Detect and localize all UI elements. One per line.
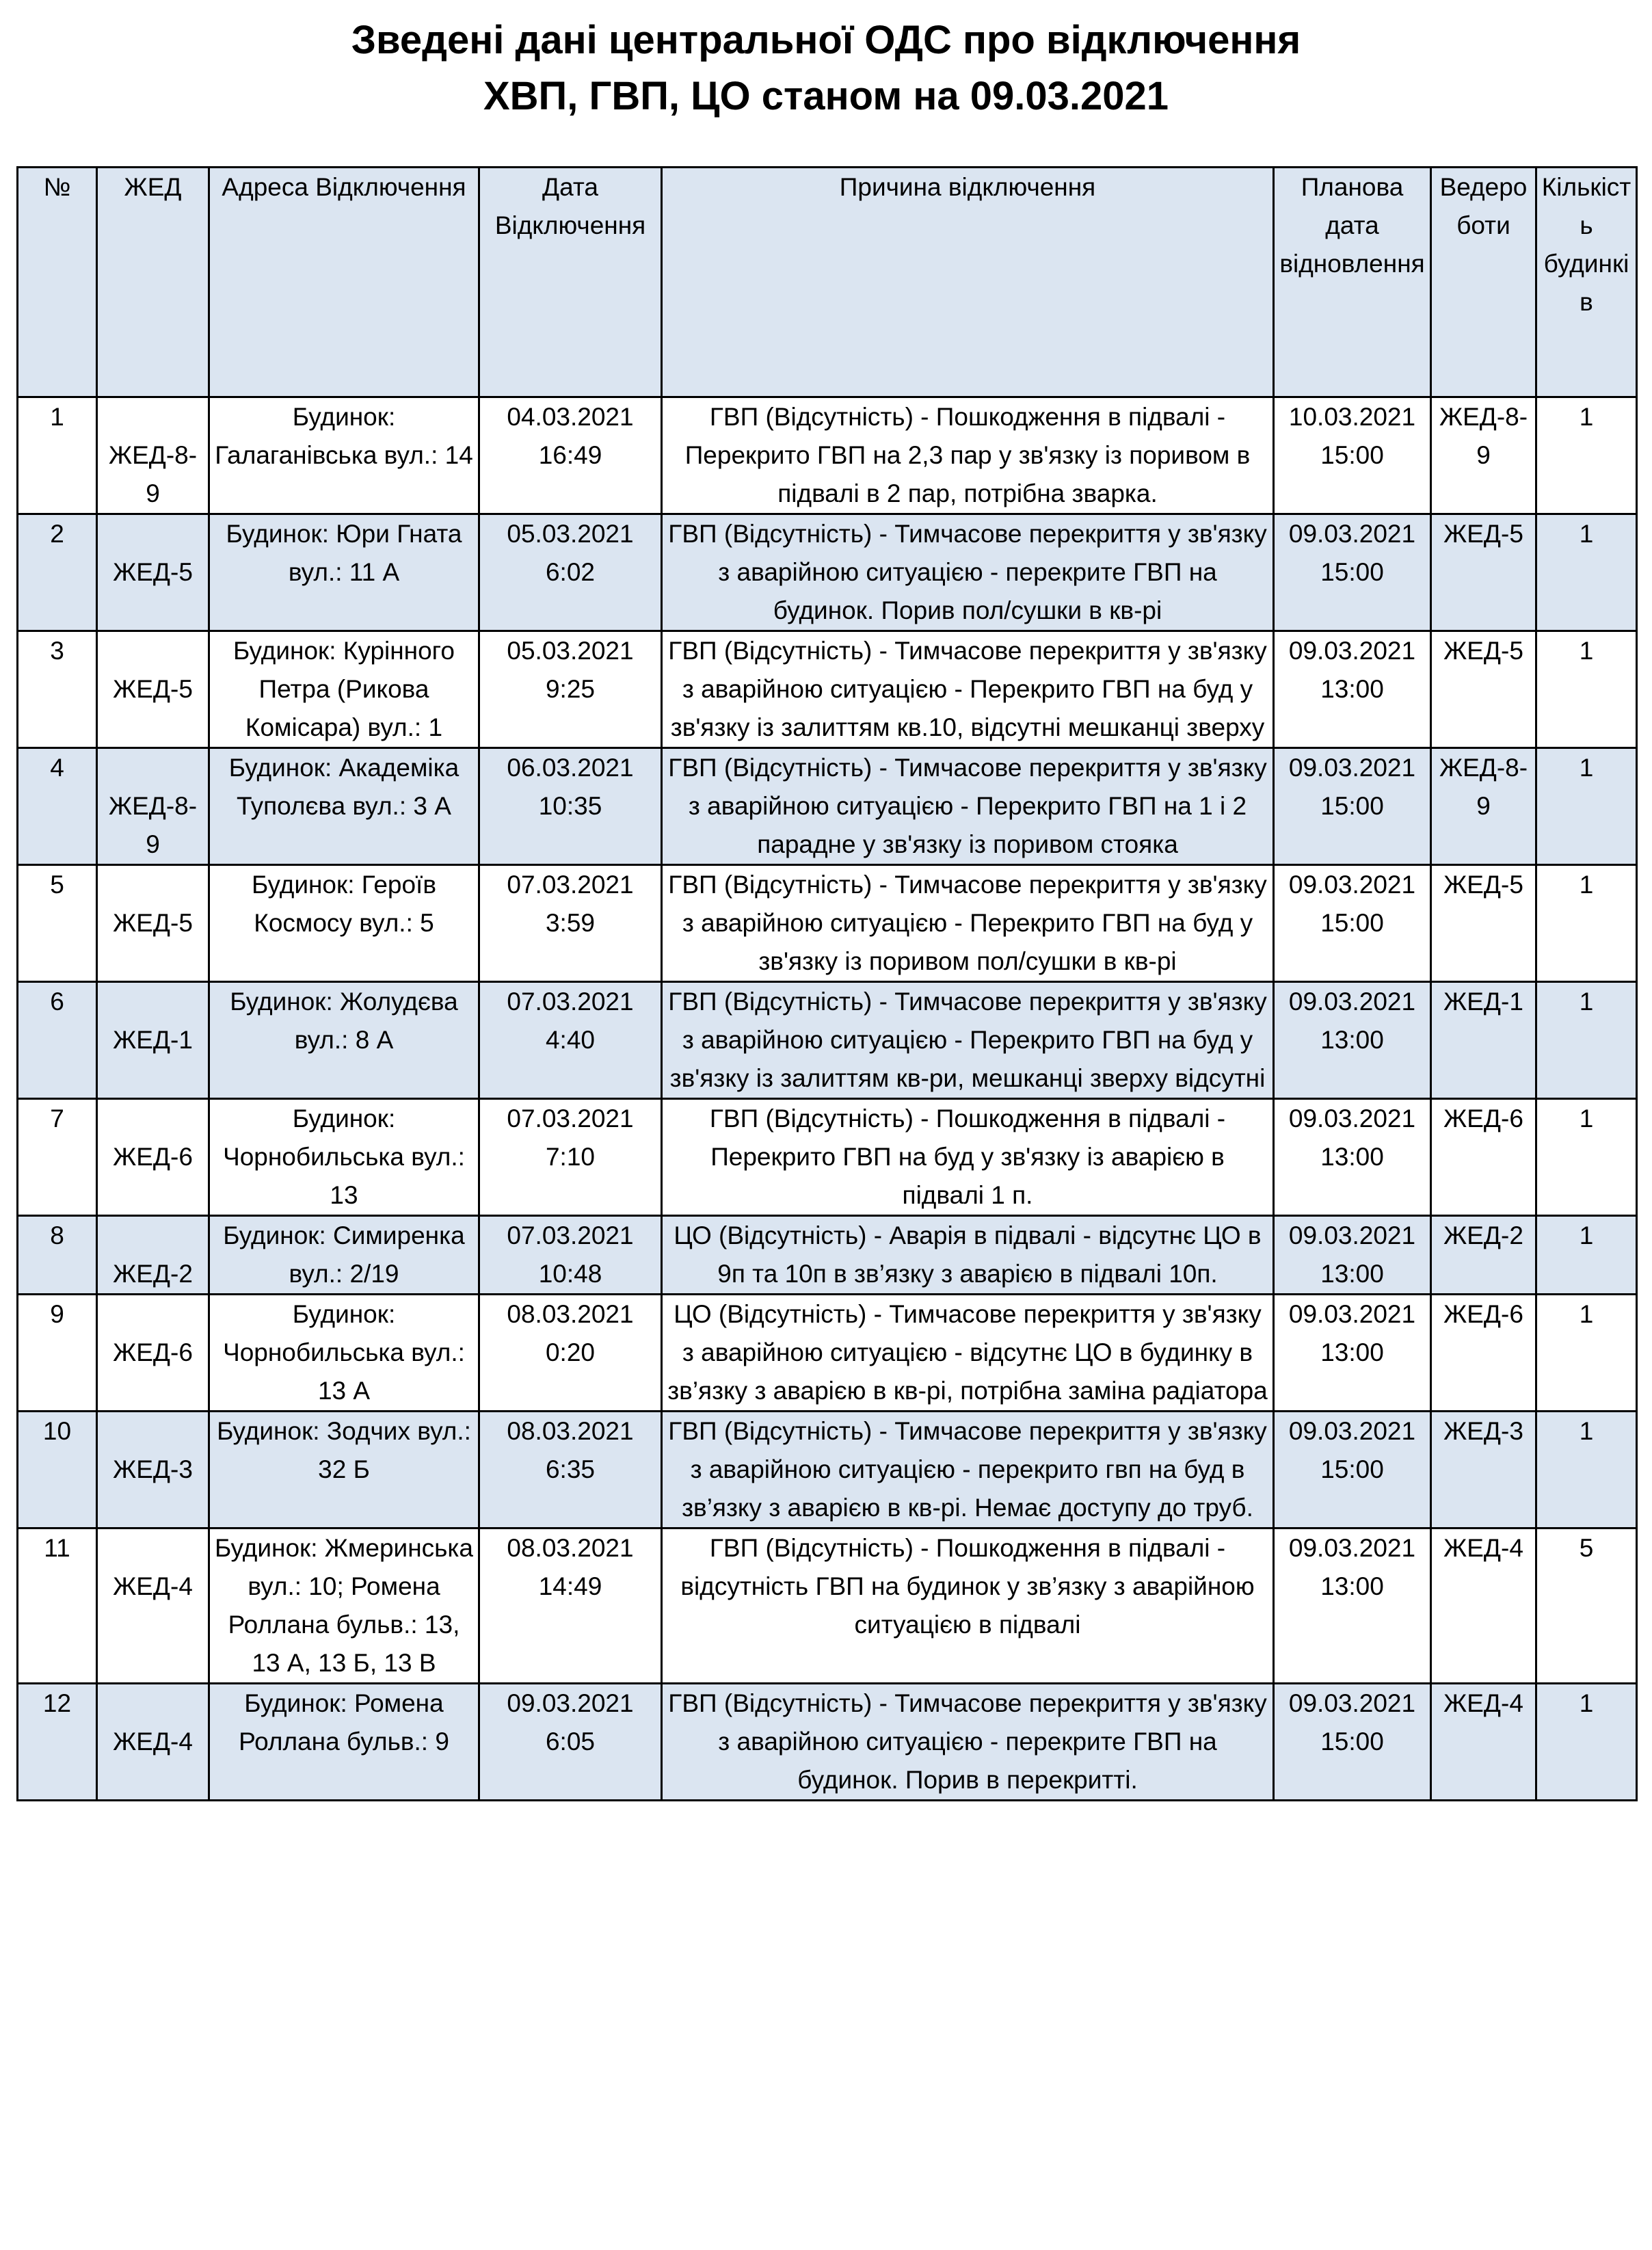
- cell-reason: ГВП (Відсутність) - Тимчасове перекриття у зв'язку з аварійною ситуацією - Перекрито ГВП на 1 і 2 парадне у зв'язку із поривом стояка: [662, 748, 1274, 865]
- cell-works-by: ЖЕД-3: [1431, 1412, 1536, 1528]
- cell-jed: ЖЕД-5: [97, 514, 209, 631]
- cell-address: Будинок: Ромена Роллана бульв.: 9: [209, 1684, 479, 1801]
- cell-date-off: 08.03.2021 6:35: [479, 1412, 662, 1528]
- cell-works-by: ЖЕД-6: [1431, 1099, 1536, 1216]
- cell-works-by: ЖЕД-6: [1431, 1295, 1536, 1412]
- table-row: [18, 982, 1637, 1099]
- cell-count: 1: [1536, 1099, 1637, 1216]
- table-row: [18, 631, 1637, 748]
- cell-date-off: 05.03.2021 6:02: [479, 514, 662, 631]
- cell-reason: ГВП (Відсутність) - Тимчасове перекриття у зв'язку з аварійною ситуацією - Перекрито ГВП на буд у зв'язку із залиттям кв.10, відсутні мешканці зверху: [662, 631, 1274, 748]
- cell-count: 1: [1536, 1216, 1637, 1295]
- cell-date-restore: 10.03.2021 15:00: [1274, 397, 1431, 514]
- cell-reason: ГВП (Відсутність) - Тимчасове перекриття у зв'язку з аварійною ситуацією - перекрите ГВП на будинок. Порив в перекритті.: [662, 1684, 1274, 1801]
- cell-works-by: ЖЕД-8-9: [1431, 397, 1536, 514]
- cell-count: 1: [1536, 748, 1637, 865]
- cell-date-off: 05.03.2021 9:25: [479, 631, 662, 748]
- cell-reason: ГВП (Відсутність) - Тимчасове перекриття у зв'язку з аварійною ситуацією - перекрито гвп на буд в зв’язку з аварією в кв-рі. Немає доступу до труб.: [662, 1412, 1274, 1528]
- table-row: [18, 1412, 1637, 1528]
- header-address: Адреса Відключення: [209, 168, 479, 397]
- table-row: [18, 748, 1637, 865]
- cell-reason: ЦО (Відсутність) - Аварія в підвалі - відсутнє ЦО в 9п та 10п в зв’язку з аварією в підвалі 10п.: [662, 1216, 1274, 1295]
- cell-date-restore: 09.03.2021 13:00: [1274, 1528, 1431, 1684]
- cell-reason: ГВП (Відсутність) - Тимчасове перекриття у зв'язку з аварійною ситуацією - Перекрито ГВП на буд у зв'язку із поривом пол/сушки в кв-рі: [662, 865, 1274, 982]
- cell-reason: ГВП (Відсутність) - Тимчасове перекриття у зв'язку з аварійною ситуацією - перекрите ГВП на будинок. Порив пол/сушки в кв-рі: [662, 514, 1274, 631]
- cell-count: 1: [1536, 865, 1637, 982]
- cell-address: Будинок: Симиренка вул.: 2/19: [209, 1216, 479, 1295]
- cell-jed: ЖЕД-5: [97, 631, 209, 748]
- table-row: [18, 1684, 1637, 1801]
- cell-works-by: ЖЕД-8-9: [1431, 748, 1536, 865]
- cell-address: Будинок: Чорнобильська вул.: 13 А: [209, 1295, 479, 1412]
- cell-date-restore: 09.03.2021 13:00: [1274, 1099, 1431, 1216]
- header-date-restore: Планова дата відновлення: [1274, 168, 1431, 397]
- cell-address: Будинок: Жмеринська вул.: 10; Ромена Роллана бульв.: 13, 13 А, 13 Б, 13 В: [209, 1528, 479, 1684]
- cell-num: 3: [18, 631, 97, 748]
- cell-jed: ЖЕД-8-9: [97, 397, 209, 514]
- header-date-off: Дата Відключення: [479, 168, 662, 397]
- cell-date-restore: 09.03.2021 15:00: [1274, 1684, 1431, 1801]
- title-line-1: Зведені дані центральної ОДС про відключення: [351, 18, 1301, 62]
- cell-num: 1: [18, 397, 97, 514]
- header-num: №: [18, 168, 97, 397]
- cell-date-off: 06.03.2021 10:35: [479, 748, 662, 865]
- cell-date-off: 04.03.2021 16:49: [479, 397, 662, 514]
- table-header-row: [18, 168, 1637, 397]
- cell-count: 1: [1536, 1412, 1637, 1528]
- table-row: [18, 1099, 1637, 1216]
- cell-reason: ГВП (Відсутність) - Тимчасове перекриття у зв'язку з аварійною ситуацією - Перекрито ГВП на буд у зв'язку із залиттям кв-ри, мешканці зверху відсутні: [662, 982, 1274, 1099]
- header-reason: Причина відключення: [662, 168, 1274, 397]
- cell-works-by: ЖЕД-4: [1431, 1684, 1536, 1801]
- cell-date-off: 07.03.2021 4:40: [479, 982, 662, 1099]
- cell-num: 12: [18, 1684, 97, 1801]
- cell-address: Будинок: Героїв Космосу вул.: 5: [209, 865, 479, 982]
- cell-date-off: 08.03.2021 0:20: [479, 1295, 662, 1412]
- table-row: [18, 514, 1637, 631]
- cell-date-restore: 09.03.2021 15:00: [1274, 514, 1431, 631]
- table-row: [18, 397, 1637, 514]
- cell-reason: ЦО (Відсутність) - Тимчасове перекриття у зв'язку з аварійною ситуацією - відсутнє ЦО в будинку в зв’язку з аварією в кв-рі, потрібна заміна радіатора: [662, 1295, 1274, 1412]
- cell-num: 8: [18, 1216, 97, 1295]
- cell-date-restore: 09.03.2021 15:00: [1274, 1412, 1431, 1528]
- cell-count: 5: [1536, 1528, 1637, 1684]
- cell-works-by: ЖЕД-4: [1431, 1528, 1536, 1684]
- cell-date-off: 08.03.2021 14:49: [479, 1528, 662, 1684]
- cell-date-off: 07.03.2021 3:59: [479, 865, 662, 982]
- cell-date-off: 07.03.2021 10:48: [479, 1216, 662, 1295]
- cell-count: 1: [1536, 514, 1637, 631]
- header-works-by: Ведероботи: [1431, 168, 1536, 397]
- cell-works-by: ЖЕД-2: [1431, 1216, 1536, 1295]
- cell-reason: ГВП (Відсутність) - Пошкодження в підвалі - відсутність ГВП на будинок у зв’язку з аварійною ситуацією в підвалі: [662, 1528, 1274, 1684]
- cell-count: 1: [1536, 1684, 1637, 1801]
- cell-works-by: ЖЕД-5: [1431, 631, 1536, 748]
- document-title: [0, 12, 1652, 124]
- cell-date-off: 09.03.2021 6:05: [479, 1684, 662, 1801]
- cell-address: Будинок: Академіка Туполєва вул.: 3 А: [209, 748, 479, 865]
- cell-num: 10: [18, 1412, 97, 1528]
- cell-jed: ЖЕД-4: [97, 1684, 209, 1801]
- cell-num: 6: [18, 982, 97, 1099]
- table-row: [18, 1295, 1637, 1412]
- table-row: [18, 1528, 1637, 1684]
- cell-jed: ЖЕД-6: [97, 1295, 209, 1412]
- header-jed: ЖЕД: [97, 168, 209, 397]
- cell-jed: ЖЕД-5: [97, 865, 209, 982]
- cell-date-restore: 09.03.2021 13:00: [1274, 1216, 1431, 1295]
- cell-jed: ЖЕД-4: [97, 1528, 209, 1684]
- cell-works-by: ЖЕД-1: [1431, 982, 1536, 1099]
- title-line-2: ХВП, ГВП, ЦО станом на 09.03.2021: [483, 74, 1169, 118]
- cell-works-by: ЖЕД-5: [1431, 514, 1536, 631]
- cell-address: Будинок: Юри Гната вул.: 11 А: [209, 514, 479, 631]
- cell-address: Будинок: Чорнобильська вул.: 13: [209, 1099, 479, 1216]
- cell-date-restore: 09.03.2021 13:00: [1274, 1295, 1431, 1412]
- cell-num: 5: [18, 865, 97, 982]
- cell-jed: ЖЕД-6: [97, 1099, 209, 1216]
- table-row: [18, 1216, 1637, 1295]
- cell-date-restore: 09.03.2021 15:00: [1274, 748, 1431, 865]
- cell-date-off: 07.03.2021 7:10: [479, 1099, 662, 1216]
- header-count: Кількість будинків: [1536, 168, 1637, 397]
- cell-num: 4: [18, 748, 97, 865]
- cell-reason: ГВП (Відсутність) - Пошкодження в підвалі - Перекрито ГВП на 2,3 пар у зв'язку із поривом в підвалі в 2 пар, потрібна зварка.: [662, 397, 1274, 514]
- cell-num: 2: [18, 514, 97, 631]
- outage-table: [16, 166, 1638, 1801]
- cell-date-restore: 09.03.2021 13:00: [1274, 982, 1431, 1099]
- cell-address: Будинок: Жолудєва вул.: 8 А: [209, 982, 479, 1099]
- cell-address: Будинок: Зодчих вул.: 32 Б: [209, 1412, 479, 1528]
- cell-works-by: ЖЕД-5: [1431, 865, 1536, 982]
- cell-num: 9: [18, 1295, 97, 1412]
- cell-jed: ЖЕД-2: [97, 1216, 209, 1295]
- cell-num: 11: [18, 1528, 97, 1684]
- cell-count: 1: [1536, 397, 1637, 514]
- cell-date-restore: 09.03.2021 13:00: [1274, 631, 1431, 748]
- table-row: [18, 865, 1637, 982]
- cell-num: 7: [18, 1099, 97, 1216]
- cell-count: 1: [1536, 982, 1637, 1099]
- table-body: [18, 397, 1637, 1801]
- cell-reason: ГВП (Відсутність) - Пошкодження в підвалі - Перекрито ГВП на буд у зв'язку із аварією в підвалі 1 п.: [662, 1099, 1274, 1216]
- cell-count: 1: [1536, 1295, 1637, 1412]
- cell-date-restore: 09.03.2021 15:00: [1274, 865, 1431, 982]
- cell-jed: ЖЕД-3: [97, 1412, 209, 1528]
- cell-jed: ЖЕД-1: [97, 982, 209, 1099]
- cell-address: Будинок: Галаганівська вул.: 14: [209, 397, 479, 514]
- cell-count: 1: [1536, 631, 1637, 748]
- cell-address: Будинок: Курінного Петра (Рикова Комісара) вул.: 1: [209, 631, 479, 748]
- cell-jed: ЖЕД-8-9: [97, 748, 209, 865]
